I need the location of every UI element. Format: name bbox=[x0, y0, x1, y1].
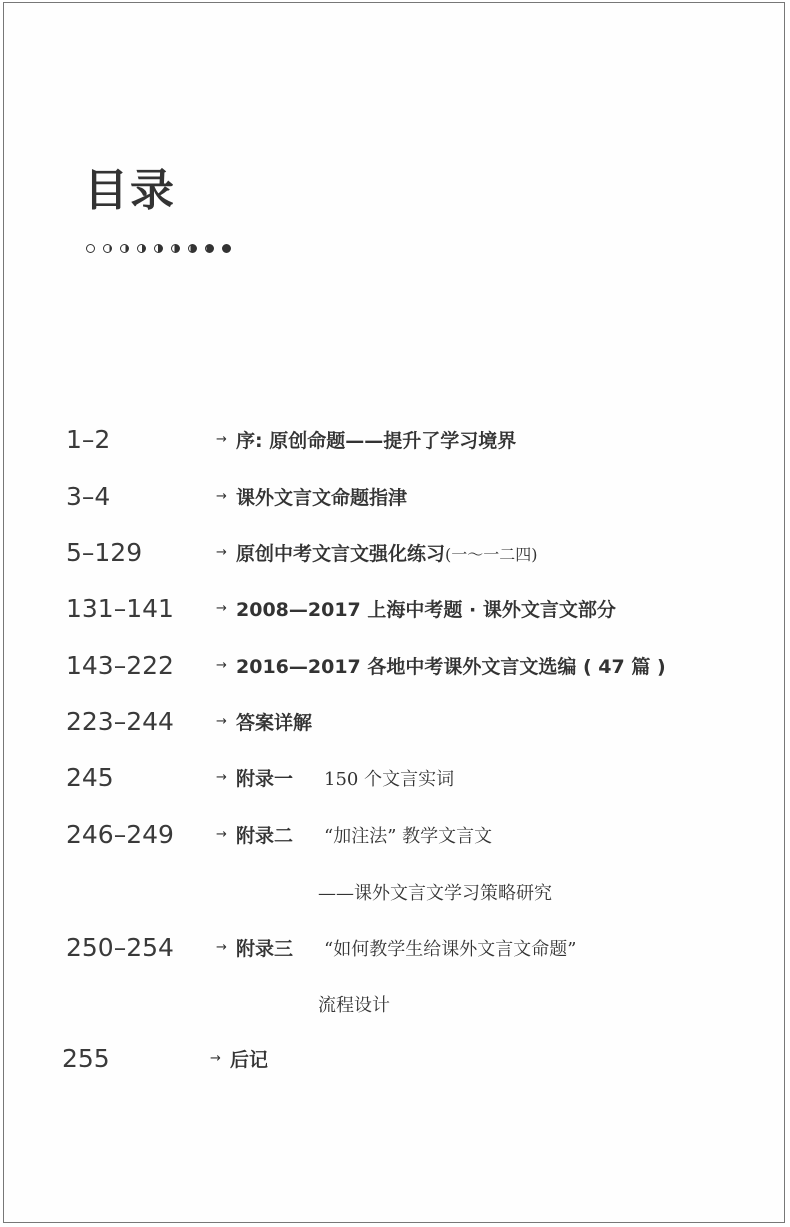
arrow-icon: → bbox=[216, 770, 227, 785]
toc-page-range: 245 bbox=[66, 763, 114, 792]
toc-entry-title: 附录一 bbox=[236, 768, 294, 790]
toc-entry-guide[interactable] bbox=[4, 479, 784, 519]
toc-entry-title: 答案详解 bbox=[236, 712, 313, 734]
arrow-icon: → bbox=[216, 489, 227, 504]
arrow-icon: → bbox=[216, 601, 227, 616]
toc-entry-title: 2008—2017 上海中考题 · 课外文言文部分 bbox=[236, 599, 616, 621]
toc-entry-title: 附录三 bbox=[236, 938, 294, 960]
toc-entry-title: 序: 原创命题——提升了学习境界 bbox=[236, 430, 517, 452]
toc-page-range: 1–2 bbox=[66, 425, 111, 454]
book-page bbox=[3, 2, 785, 1223]
toc-entry-shanghai-exams[interactable] bbox=[4, 591, 784, 631]
toc-page-range: 143–222 bbox=[66, 651, 174, 680]
toc-entry-appendix-3[interactable] bbox=[4, 930, 784, 1026]
page-title: 目录 bbox=[84, 165, 176, 216]
toc-page-range: 250–254 bbox=[66, 933, 174, 962]
toc-page-range: 246–249 bbox=[66, 820, 174, 849]
toc-entry-appendix-1[interactable] bbox=[4, 760, 784, 800]
toc-page-range: 131–141 bbox=[66, 594, 174, 623]
arrow-icon: → bbox=[210, 1051, 221, 1066]
toc-entry-title: 附录二 bbox=[236, 825, 294, 847]
toc-entry-exercises[interactable] bbox=[4, 535, 784, 575]
toc-entry-subtitle: (一～一二四) bbox=[445, 545, 538, 564]
toc-entry-description: “如何教学生给课外文言文命题” bbox=[324, 939, 577, 960]
arrow-icon: → bbox=[216, 432, 227, 447]
toc-page-range: 255 bbox=[62, 1044, 110, 1073]
toc-entry-description-line2: 流程设计 bbox=[318, 995, 390, 1016]
arrow-icon: → bbox=[216, 714, 227, 729]
toc-entry-title-main: 原创中考文言文强化练习 bbox=[236, 543, 446, 565]
toc-entry-description-line2: ——课外文言文学习策略研究 bbox=[318, 883, 552, 904]
arrow-icon: → bbox=[216, 658, 227, 673]
table-of-contents bbox=[4, 3, 784, 1222]
toc-entry-afterword[interactable] bbox=[4, 1041, 784, 1081]
toc-entry-description: “加注法” 教学文言文 bbox=[324, 826, 493, 847]
toc-page-range: 3–4 bbox=[66, 482, 111, 511]
toc-entry-description: 150 个文言实词 bbox=[324, 769, 455, 790]
arrow-icon: → bbox=[216, 545, 227, 560]
toc-entry-title: 课外文言文命题指津 bbox=[236, 487, 408, 509]
toc-entry-title bbox=[236, 541, 538, 568]
toc-entry-title: 后记 bbox=[230, 1049, 269, 1071]
toc-entry-answers[interactable] bbox=[4, 704, 784, 744]
toc-entry-preface[interactable] bbox=[4, 422, 784, 462]
arrow-icon: → bbox=[216, 827, 227, 842]
toc-entry-title: 2016—2017 各地中考课外文言文选编 ( 47 篇 ) bbox=[236, 656, 666, 678]
toc-entry-regional-exams[interactable] bbox=[4, 648, 784, 688]
toc-entry-appendix-2[interactable] bbox=[4, 817, 784, 913]
toc-page-range: 5–129 bbox=[66, 538, 143, 567]
toc-page-range: 223–244 bbox=[66, 707, 174, 736]
arrow-icon: → bbox=[216, 940, 227, 955]
